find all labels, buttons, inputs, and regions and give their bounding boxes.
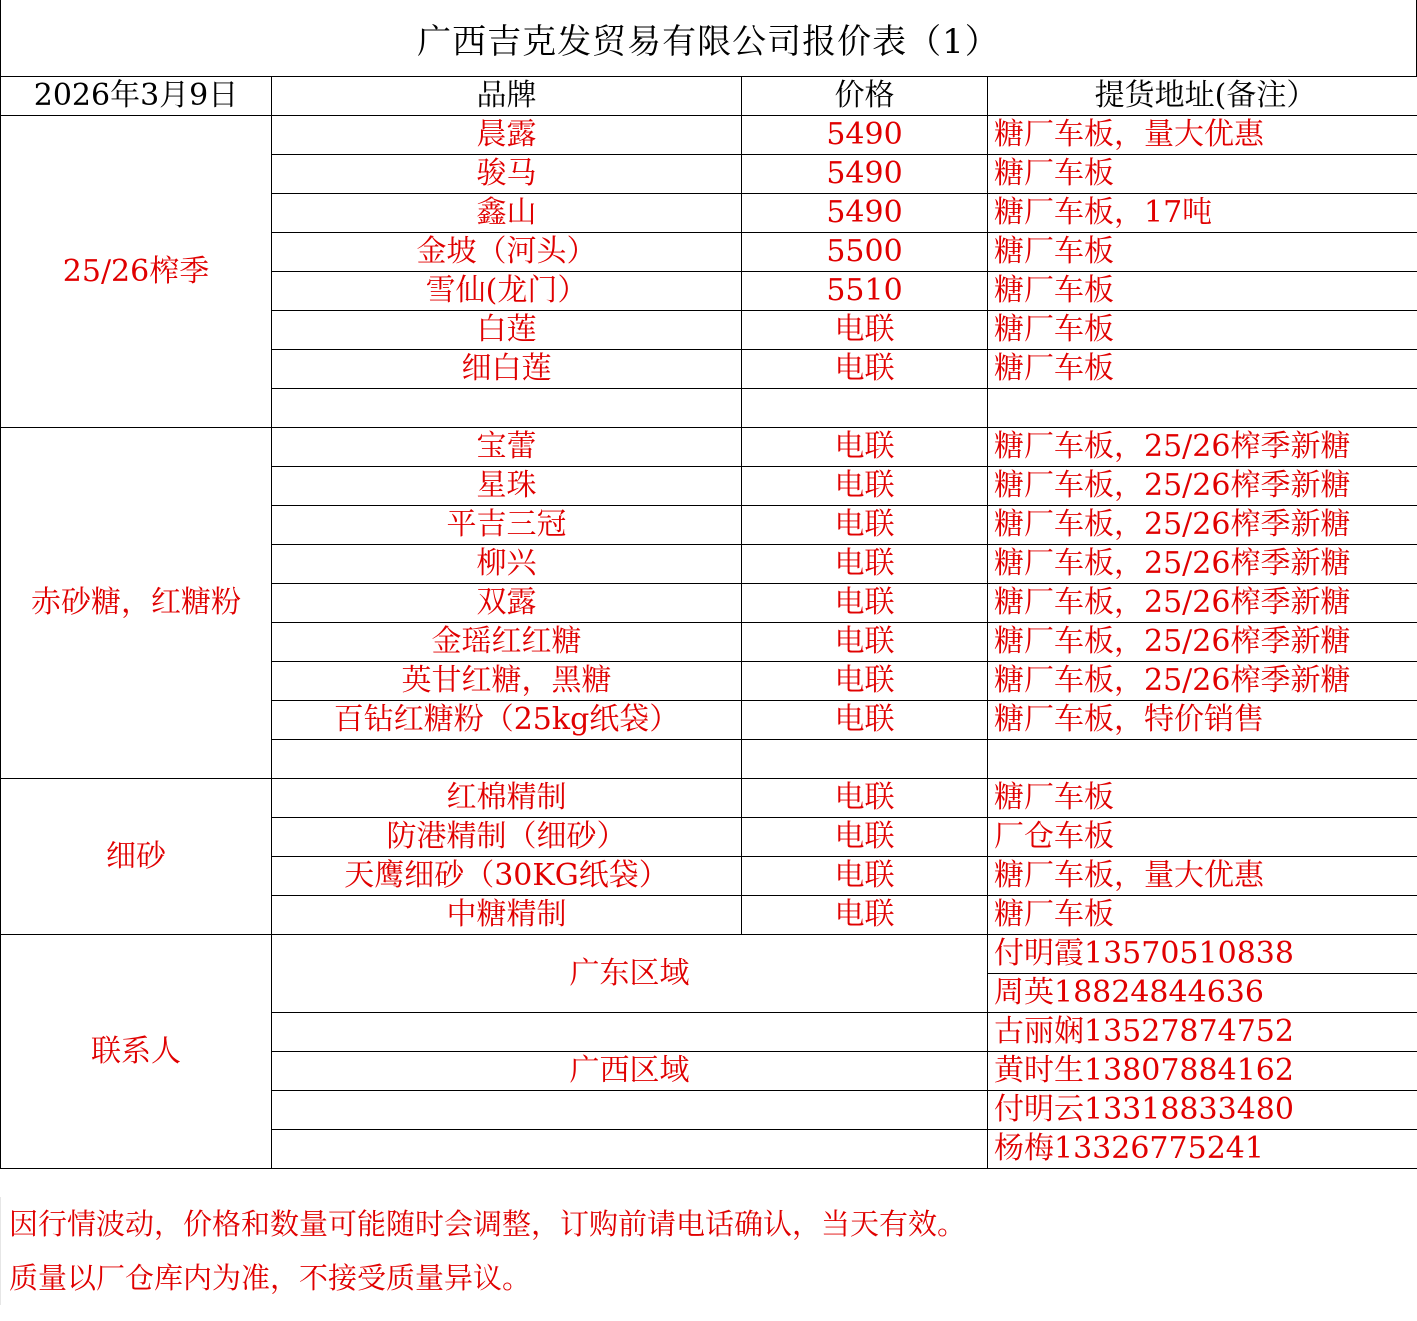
empty-cell: [742, 740, 988, 779]
brand-cell: 鑫山: [272, 194, 742, 233]
price-cell: 5510: [742, 272, 988, 311]
region-guangdong: 广东区域: [272, 935, 988, 1013]
contact-cell: 付明霞13570510838: [988, 935, 1417, 974]
category-cell: 25/26榨季: [1, 116, 272, 428]
price-cell: 电联: [742, 896, 988, 935]
footer-notes: [0, 1197, 1417, 1305]
price-cell: 电联: [742, 350, 988, 389]
contact-row: [1, 935, 1417, 974]
price-cell: 5500: [742, 233, 988, 272]
brand-cell: 中糖精制: [272, 896, 742, 935]
note-cell: 糖厂车板，25/26榨季新糖: [988, 662, 1417, 701]
category-cell: 细砂: [1, 779, 272, 935]
price-cell: 电联: [742, 623, 988, 662]
note-cell: 糖厂车板，25/26榨季新糖: [988, 584, 1417, 623]
note-cell: 糖厂车板，量大优惠: [988, 857, 1417, 896]
note-cell: 糖厂车板: [988, 779, 1417, 818]
note-cell: 糖厂车板，17吨: [988, 194, 1417, 233]
brand-cell: 细白莲: [272, 350, 742, 389]
note-cell: 糖厂车板: [988, 350, 1417, 389]
brand-cell: 星珠: [272, 467, 742, 506]
brand-cell: 百钻红糖粉（25kg纸袋）: [272, 701, 742, 740]
empty-cell: [742, 389, 988, 428]
region-guangxi: 广西区域: [272, 1052, 988, 1091]
price-cell: 电联: [742, 818, 988, 857]
price-cell: 电联: [742, 311, 988, 350]
note-cell: 糖厂车板，特价销售: [988, 701, 1417, 740]
price-cell: 5490: [742, 194, 988, 233]
price-cell: 电联: [742, 428, 988, 467]
table-row: [1, 116, 1417, 155]
brand-cell: 天鹰细砂（30KG纸袋）: [272, 857, 742, 896]
price-cell: 电联: [742, 584, 988, 623]
price-cell: 电联: [742, 857, 988, 896]
header-address: 提货地址(备注）: [988, 77, 1417, 116]
contact-cell: 周英18824844636: [988, 974, 1417, 1013]
header-brand: 品牌: [272, 77, 742, 116]
header-price: 价格: [742, 77, 988, 116]
empty-cell: [988, 740, 1417, 779]
header-date: 2026年3月9日: [1, 77, 272, 116]
note-price-adjust: 因行情波动，价格和数量可能随时会调整，订购前请电话确认，当天有效。: [0, 1197, 1417, 1251]
note-cell: 糖厂车板: [988, 155, 1417, 194]
brand-cell: 平吉三冠: [272, 506, 742, 545]
brand-cell: 金坡（河头）: [272, 233, 742, 272]
note-cell: 糖厂车板，25/26榨季新糖: [988, 506, 1417, 545]
brand-cell: 金瑶红红糖: [272, 623, 742, 662]
contact-cell: 杨梅13326775241: [988, 1130, 1417, 1169]
price-cell: 5490: [742, 155, 988, 194]
note-cell: 糖厂车板，25/26榨季新糖: [988, 428, 1417, 467]
brand-cell: 防港精制（细砂）: [272, 818, 742, 857]
brand-cell: 红棉精制: [272, 779, 742, 818]
brand-cell: 柳兴: [272, 545, 742, 584]
price-cell: 电联: [742, 662, 988, 701]
price-table: [0, 76, 1417, 1169]
note-cell: 糖厂车板，25/26榨季新糖: [988, 623, 1417, 662]
sheet-title: 广西吉克发贸易有限公司报价表（1）: [0, 0, 1417, 76]
note-cell: 糖厂车板: [988, 272, 1417, 311]
note-cell: 糖厂车板: [988, 233, 1417, 272]
table-row: [1, 779, 1417, 818]
contact-cell: 付明云13318833480: [988, 1091, 1417, 1130]
brand-cell: 英甘红糖，黑糖: [272, 662, 742, 701]
empty-cell: [988, 389, 1417, 428]
empty-cell: [272, 740, 742, 779]
category-cell: 赤砂糖，红糖粉: [1, 428, 272, 779]
note-cell: 糖厂车板，量大优惠: [988, 116, 1417, 155]
price-cell: 电联: [742, 506, 988, 545]
contact-cell: 古丽娴13527874752: [988, 1013, 1417, 1052]
price-cell: 电联: [742, 779, 988, 818]
price-cell: 电联: [742, 545, 988, 584]
price-cell: 电联: [742, 467, 988, 506]
price-cell: 电联: [742, 701, 988, 740]
brand-cell: 双露: [272, 584, 742, 623]
note-quality: 质量以厂仓库内为准，不接受质量异议。: [0, 1251, 1417, 1305]
note-cell: 糖厂车板: [988, 896, 1417, 935]
table-row: [1, 428, 1417, 467]
header-row: [1, 77, 1417, 116]
empty-cell: [272, 1091, 988, 1130]
brand-cell: 骏马: [272, 155, 742, 194]
brand-cell: 晨露: [272, 116, 742, 155]
contact-cell: 黄时生13807884162: [988, 1052, 1417, 1091]
brand-cell: 白莲: [272, 311, 742, 350]
note-cell: 厂仓车板: [988, 818, 1417, 857]
note-cell: 糖厂车板，25/26榨季新糖: [988, 467, 1417, 506]
empty-cell: [272, 1130, 988, 1169]
note-cell: 糖厂车板: [988, 311, 1417, 350]
empty-cell: [272, 1013, 988, 1052]
brand-cell: 宝蕾: [272, 428, 742, 467]
price-cell: 5490: [742, 116, 988, 155]
brand-cell: 雪仙(龙门）: [272, 272, 742, 311]
contacts-category: 联系人: [1, 935, 272, 1169]
note-cell: 糖厂车板，25/26榨季新糖: [988, 545, 1417, 584]
empty-cell: [272, 389, 742, 428]
